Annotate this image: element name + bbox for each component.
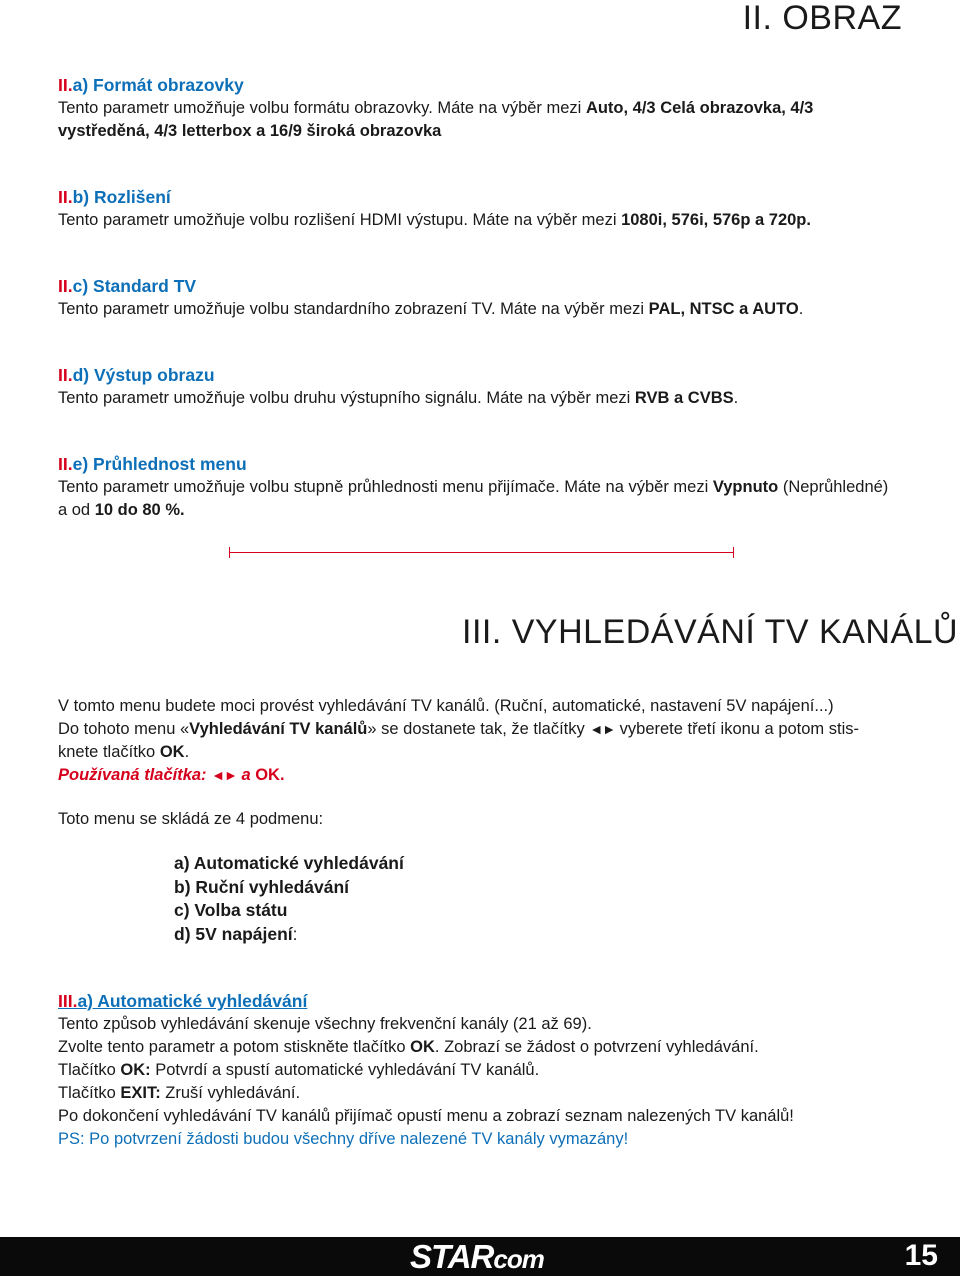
- submenu-item-manual: b) Ruční vyhledávání: [174, 876, 350, 897]
- section-2b-line1: Tento parametr umožňuje volbu rozlišení HDMI výstupu. Máte na výběr mezi 1080i, 576i, 576p a 720p.: [58, 211, 811, 229]
- chapter-title-vyhledavani: III. VYHLEDÁVÁNÍ TV KANÁLŮ: [462, 613, 959, 651]
- section-3a-note: PS: Po potvrzení žádosti budou všechny dříve nalezené TV kanály vymazány!: [58, 1130, 629, 1148]
- chapter3-intro: [58, 695, 859, 787]
- left-right-arrows-icon: ◄►: [211, 767, 237, 783]
- section-2d-line1: Tento parametr umožňuje volbu druhu výstupního signálu. Máte na výběr mezi RVB a CVBS.: [58, 389, 739, 407]
- intro-line1: V tomto menu budete moci provést vyhledávání TV kanálů. (Ruční, automatické, nastavení 5V napájení...): [58, 697, 834, 715]
- section-3a: [58, 990, 794, 1151]
- section-2e-line1: Tento parametr umožňuje volbu stupně průhlednosti menu přijímače. Máte na výběr mezi Vypnuto (Neprůhledné): [58, 478, 889, 496]
- submenu-list: [174, 852, 404, 946]
- page-number: 15: [904, 1239, 938, 1272]
- section-3a-line2: Zvolte tento parametr a potom stiskněte tlačítko OK. Zobrazí se žádost o potvrzení vyhledávání.: [58, 1038, 759, 1056]
- section-2c-heading: II.c) Standard TV: [58, 276, 197, 296]
- section-2a: [58, 74, 813, 143]
- section-2b-heading: II.b) Rozlišení: [58, 187, 171, 207]
- section-2e-line2: a od 10 do 80 %.: [58, 501, 185, 519]
- section-2a-line2: vystředěná, 4/3 letterbox a 16/9 široká obrazovka: [58, 122, 442, 140]
- section-3a-line4: Tlačítko EXIT: Zruší vyhledávání.: [58, 1084, 301, 1102]
- submenu-item-country: c) Volba státu: [174, 900, 288, 920]
- intro-line3: knete tlačítko OK.: [58, 743, 190, 761]
- submenu-item-auto: a) Automatické vyhledávání: [174, 853, 404, 873]
- left-right-arrows-icon: ◄►: [589, 721, 616, 737]
- buttons-used: Používaná tlačítka: ◄► a OK.: [58, 766, 285, 784]
- section-3a-line5: Po dokončení vyhledávání TV kanálů přijímač opustí menu a zobrazí seznam nalezených TV kanálů!: [58, 1107, 794, 1125]
- section-3a-heading: III.a) Automatické vyhledávání: [58, 991, 308, 1011]
- starcom-logo: STARcom: [410, 1238, 544, 1275]
- chapter-divider: [229, 552, 734, 553]
- section-2a-heading: II.a) Formát obrazovky: [58, 75, 244, 95]
- section-2d: [58, 364, 738, 410]
- submenu-intro: Toto menu se skládá ze 4 podmenu:: [58, 810, 324, 828]
- intro-line2: Do tohoto menu «Vyhledávání TV kanálů» se dostanete tak, že tlačítky ◄► vyberete třetí ikonu a potom stis-: [58, 720, 860, 738]
- section-2e: [58, 453, 888, 522]
- section-2c-line1: Tento parametr umožňuje volbu standardního zobrazení TV. Máte na výběr mezi PAL, NTSC a AUTO.: [58, 300, 804, 318]
- section-2d-heading: II.d) Výstup obrazu: [58, 365, 215, 385]
- section-2c: [58, 275, 803, 321]
- section-2e-heading: II.e) Průhlednost menu: [58, 454, 247, 474]
- submenu-item-5v: d) 5V napájení:: [174, 923, 298, 944]
- section-2a-line1: Tento parametr umožňuje volbu formátu obrazovky. Máte na výběr mezi Auto, 4/3 Celá obrazovka, 4/3: [58, 99, 814, 117]
- section-3a-line3: Tlačítko OK: Potvrdí a spustí automatické vyhledávání TV kanálů.: [58, 1061, 540, 1079]
- section-3a-line1: Tento způsob vyhledávání skenuje všechny frekvenční kanály (21 až 69).: [58, 1015, 592, 1033]
- section-2b: [58, 186, 811, 232]
- chapter-title-obraz: II. OBRAZ: [742, 0, 902, 37]
